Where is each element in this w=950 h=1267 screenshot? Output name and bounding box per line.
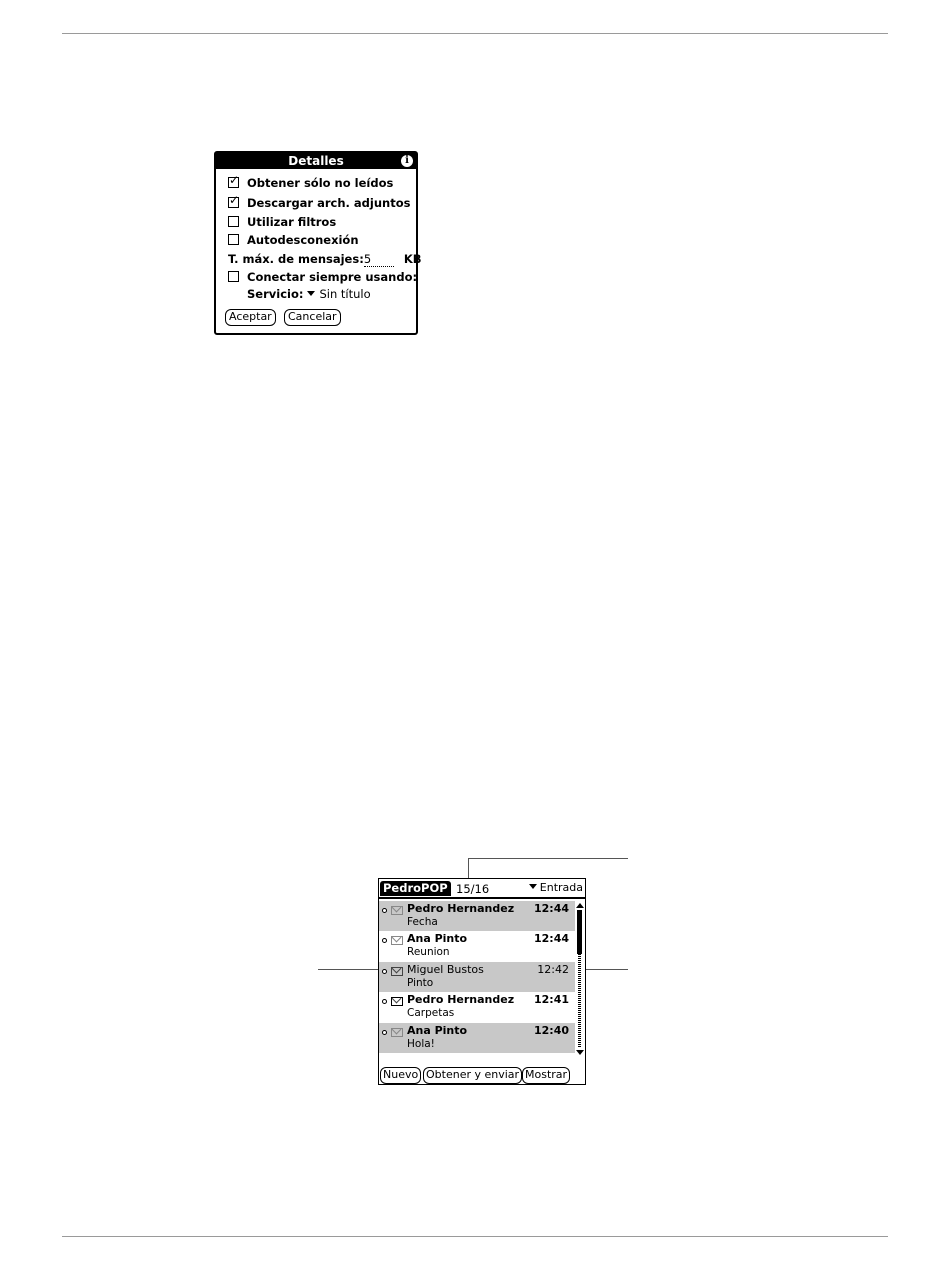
unread-dot-icon — [382, 999, 387, 1004]
checkbox-icon[interactable] — [228, 234, 239, 245]
callout-line-count — [468, 858, 469, 878]
folder-picker[interactable]: Entrada — [529, 881, 583, 894]
callout-line-count-h — [468, 858, 628, 859]
max-size-row — [228, 251, 422, 267]
checkbox-icon[interactable]: ✓ — [229, 193, 240, 207]
cancel-button[interactable]: Cancelar — [284, 309, 341, 326]
message-count: 15/16 — [456, 882, 490, 896]
account-title[interactable]: PedroPOP — [380, 881, 451, 896]
dialog-title-bar — [216, 153, 416, 169]
option-unread-only[interactable]: ✓ Obtener sólo no leídos — [229, 173, 394, 190]
checkbox-icon[interactable] — [228, 271, 239, 282]
service-label: Servicio: — [247, 287, 304, 301]
max-size-unit: KB — [403, 252, 422, 266]
inbox-header — [379, 879, 585, 897]
max-size-label: T. máx. de mensajes: — [228, 252, 364, 266]
message-sender: Pedro Hernandez — [407, 993, 515, 1006]
dialog-title: Detalles — [288, 154, 344, 168]
header-divider — [379, 897, 585, 899]
header-rule — [62, 33, 888, 34]
envelope-icon — [391, 906, 403, 915]
message-sender: Miguel Bustos — [407, 963, 484, 976]
details-dialog — [214, 151, 422, 335]
message-time: 12:44 — [533, 932, 569, 945]
option-connect-always[interactable]: Conectar siempre usando: — [228, 269, 417, 285]
message-time: 12:42 — [537, 963, 569, 976]
message-sender: Ana Pinto — [407, 1024, 468, 1037]
scrollbar[interactable] — [576, 903, 584, 1055]
unread-dot-icon — [382, 908, 387, 913]
callout-line-left — [318, 969, 382, 970]
service-select[interactable]: Sin título — [319, 287, 371, 301]
dropdown-triangle-icon — [529, 884, 537, 889]
unread-dot-icon — [382, 938, 387, 943]
message-time: 12:40 — [533, 1024, 569, 1037]
message-subject: Hola! — [407, 1038, 435, 1050]
message-sender: Pedro Hernandez — [407, 902, 515, 915]
scroll-down-arrow-icon[interactable] — [576, 1050, 584, 1055]
message-row[interactable] — [379, 901, 575, 931]
message-sender: Ana Pinto — [407, 932, 468, 945]
message-row[interactable] — [379, 962, 575, 992]
option-use-filters[interactable]: Utilizar filtros — [228, 214, 336, 230]
message-subject: Pinto — [407, 977, 434, 989]
service-row — [247, 286, 371, 302]
message-time: 12:41 — [533, 993, 569, 1006]
max-size-input[interactable]: 5 — [364, 253, 394, 267]
envelope-icon — [391, 967, 403, 976]
show-button[interactable]: Mostrar — [522, 1067, 570, 1084]
get-and-send-button[interactable]: Obtener y enviar — [423, 1067, 522, 1084]
message-subject: Carpetas — [407, 1007, 455, 1019]
info-icon[interactable]: i — [401, 155, 413, 167]
inbox-screen — [378, 878, 586, 1085]
envelope-icon — [391, 1028, 403, 1037]
footer-rule — [62, 1236, 888, 1237]
option-download-attachments[interactable]: ✓ Descargar arch. adjuntos — [229, 193, 411, 210]
accept-button[interactable]: Aceptar — [225, 309, 276, 326]
dropdown-triangle-icon[interactable] — [307, 291, 315, 296]
message-subject: Fecha — [407, 916, 438, 928]
checkbox-icon[interactable]: ✓ — [229, 173, 240, 187]
unread-dot-icon — [382, 969, 387, 974]
scroll-thumb[interactable] — [577, 910, 582, 954]
attachment-envelope-icon — [391, 997, 403, 1006]
message-row[interactable] — [379, 931, 575, 961]
scroll-up-arrow-icon[interactable] — [576, 903, 584, 908]
message-time: 12:44 — [533, 902, 569, 915]
envelope-icon — [391, 936, 403, 945]
option-auto-disconnect[interactable]: Autodesconexión — [228, 232, 359, 248]
unread-dot-icon — [382, 1030, 387, 1035]
message-row[interactable] — [379, 1023, 575, 1053]
new-button[interactable]: Nuevo — [380, 1067, 421, 1084]
message-row[interactable] — [379, 992, 575, 1022]
message-subject: Reunion — [407, 946, 450, 958]
checkbox-icon[interactable] — [228, 216, 239, 227]
